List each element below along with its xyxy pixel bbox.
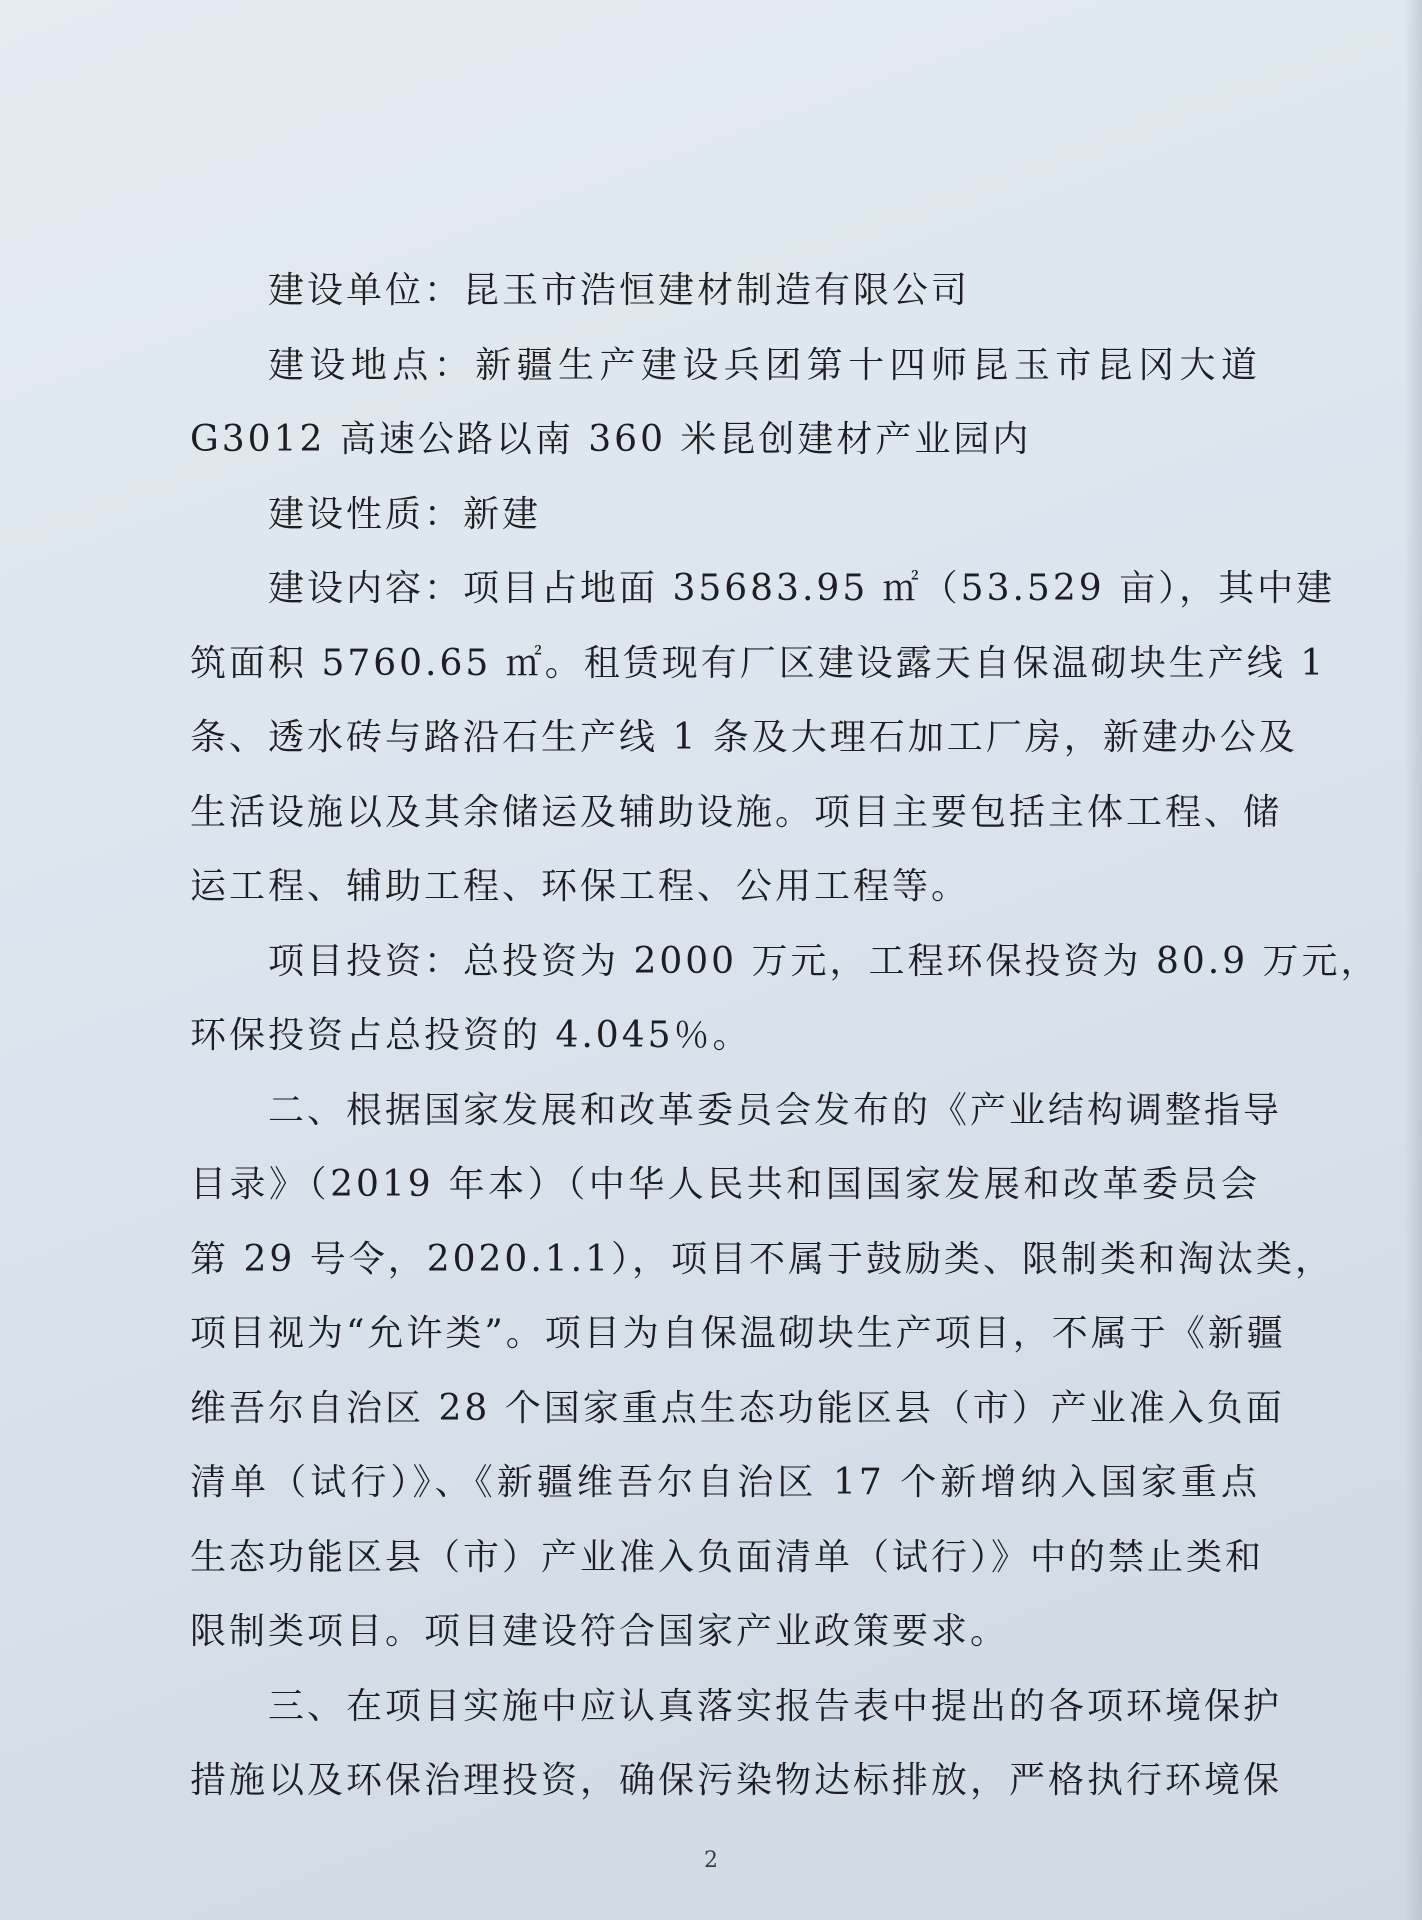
page-number: 2 [704, 1848, 718, 1873]
text-line-section-two-4: 项目视为“允许类”。项目为自保温砌块生产项目，不属于《新疆 [190, 1313, 1286, 1354]
text-line-construction-content-4: 生活设施以及其余储运及辅助设施。项目主要包括主体工程、储 [190, 791, 1283, 833]
text-line-investment-2: 环保投资占总投资的 4.045％。 [190, 1015, 752, 1056]
text-line-section-two-8: 限制类项目。项目建设符合国家产业政策要求。 [190, 1611, 1010, 1652]
text-line-section-two-3: 第 29 号令，2020.1.1），项目不属于鼓励类、限制类和淘汰类， [190, 1238, 1335, 1280]
document-body [190, 254, 1380, 1819]
text-line-section-two: 二、根据国家发展和改革委员会发布的《产业结构调整指导 [268, 1089, 1283, 1131]
text-line-section-three-2: 措施以及环保治理投资，确保污染物达标排放，严格执行环境保 [190, 1760, 1283, 1801]
text-line-section-two-5: 维吾尔自治区 28 个国家重点生态功能区县（市）产业准入负面 [190, 1387, 1285, 1429]
text-line-construction-content-5: 运工程、辅助工程、环保工程、公用工程等。 [190, 866, 971, 907]
text-line-construction-content-2: 筑面积 5760.65 ㎡。租赁现有厂区建设露天自保温砌块生产线 1 [190, 642, 1327, 684]
text-line-section-two-2: 目录》（2019 年本）（中华人民共和国国家发展和改革委员会 [190, 1164, 1260, 1205]
text-line-construction-nature: 建设性质：新建 [268, 493, 542, 535]
text-line-construction-site-cont: G3012 高速公路以南 360 米昆创建材产业园内 [190, 419, 1032, 460]
text-line-construction-content-3: 条、透水砖与路沿石生产线 1 条及大理石加工厂房，新建办公及 [190, 717, 1298, 758]
text-line-construction-site: 建设地点：新疆生产建设兵团第十四师昆玉市昆冈大道 [268, 344, 1260, 386]
text-line-construction-unit: 建设单位：昆玉市浩恒建材制造有限公司 [268, 270, 971, 311]
text-line-section-three: 三、在项目实施中应认真落实报告表中提出的各项环境保护 [268, 1685, 1283, 1727]
text-line-section-two-6: 清单（试行）》、《新疆维吾尔自治区 17 个新增纳入国家重点 [190, 1462, 1260, 1503]
text-line-section-two-7: 生态功能区县（市）产业准入负面清单（试行）》中的禁止类和 [190, 1536, 1265, 1578]
page-edge-shadow [1404, 0, 1422, 1920]
text-line-construction-content: 建设内容：项目占地面 35683.95 ㎡（53.529 亩），其中建 [268, 568, 1336, 609]
text-line-investment: 项目投资：总投资为 2000 万元，工程环保投资为 80.9 万元， [268, 940, 1380, 982]
